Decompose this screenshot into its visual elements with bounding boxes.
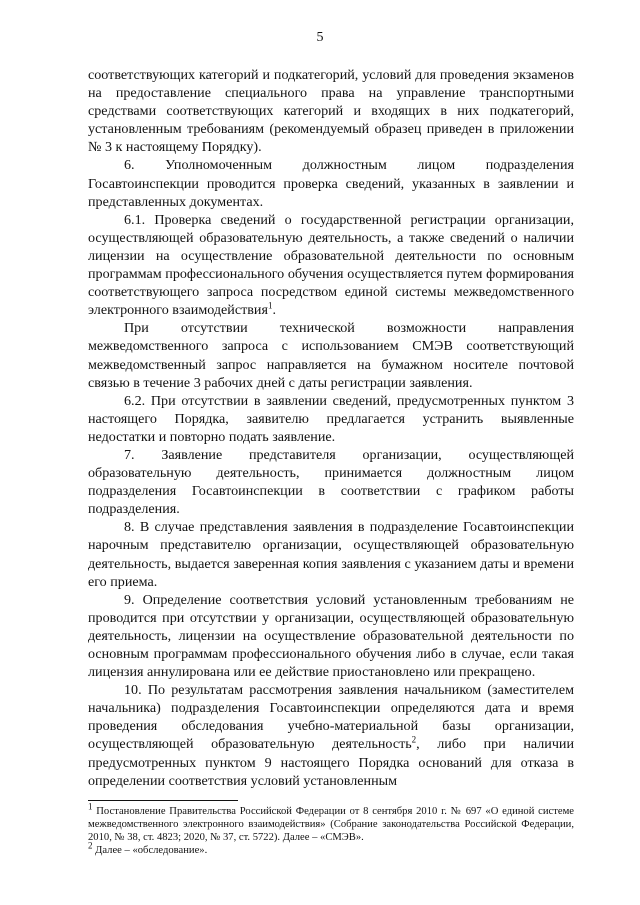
- paragraph-6-1-smev: При отсутствии технической возможности направления межведомственного запроса с использованием СМЭВ соответствующий межведомственный запрос направляется на бумажном носителе почтовой связью в течение 3 рабочих дней с даты регистрации заявления.: [88, 320, 574, 391]
- paragraph-6-2: 6.2. При отсутствии в заявлении сведений, предусмотренных пунктом 3 настоящего Порядка, заявителю предлагается устранить выявленные недостатки и повторно подать заявление.: [88, 392, 574, 445]
- paragraph-10: 10. По результатам рассмотрения заявления начальником (заместителем начальника) подразделения Госавтоинспекции определяются дата и время проведения обследования учебно-материальной базы организации, осуществляющей образовательную деятельность$^2$, либо при наличии предусмотренных пунктом 9 настоящего Порядка оснований для отказа в определении соответствия условий установленным: [88, 682, 574, 789]
- paragraph-6-1: 6.1. Проверка сведений о государственной регистрации организации, осуществляющей образовательную деятельность, а также сведений о наличии лицензии на осуществление образовательной деятельности по основным программам профессионального обучения осуществляется путем формирования соответствующего запроса посредством единой системы межведомственного электронного взаимодействия$^1$.: [88, 211, 574, 319]
- footnote-1: $^1$ Постановление Правительства Российской Федерации от 8 сентября 2010 г. № 697 «О единой системе межведомственного электронного взаимодействия» (Собрание законодательства Российской Федерации, 2010, № 38, ст. 4823; 2020, № 37, ст. 5722). Далее – «СМЭВ».: [88, 801, 574, 843]
- paragraph-6: 6. Уполномоченным должностным лицом подразделения Госавтоинспекции проводится проверка сведений, указанных в заявлении и представленных документах.: [88, 157, 574, 210]
- footnote-ref-1: 1: [267, 300, 273, 311]
- document-body: [88, 66, 574, 790]
- paragraph-9: 9. Определение соответствия условий установленным требованиям не проводится при отсутствии у организации, осуществляющей образовательную деятельность, лицензии на осуществление образовательной деятельности по основным программам профессионального обучения либо в случае, если такая лицензия аннулирована или ее действие приостановлено или прекращено.: [88, 591, 574, 681]
- footnotes: [88, 801, 574, 857]
- footnote-2: $^2$ Далее – «обследование».: [88, 840, 208, 856]
- paragraph-8: 8. В случае представления заявления в подразделение Госавтоинспекции нарочным представителю организации, осуществляющей образовательную деятельность, выдается заверенная копия заявления с указанием даты и времени его приема.: [88, 519, 574, 590]
- paragraph-continuation: соответствующих категорий и подкатегорий, условий для проведения экзаменов на предоставление специального права на управление транспортными средствами соответствующих категорий и входящих в них подкатегорий, установленным требованиям (рекомендуемый образец приведен в приложении № 3 к настоящему Порядку).: [88, 67, 574, 156]
- footnote-ref-2: 2: [411, 734, 417, 745]
- footnote-divider: [88, 800, 238, 801]
- page-number: 5: [316, 30, 324, 45]
- paragraph-7: 7. Заявление представителя организации, осуществляющей образовательную деятельность, принимается должностным лицом подразделения Госавтоинспекции в соответствии с графиком работы подразделения.: [88, 446, 574, 518]
